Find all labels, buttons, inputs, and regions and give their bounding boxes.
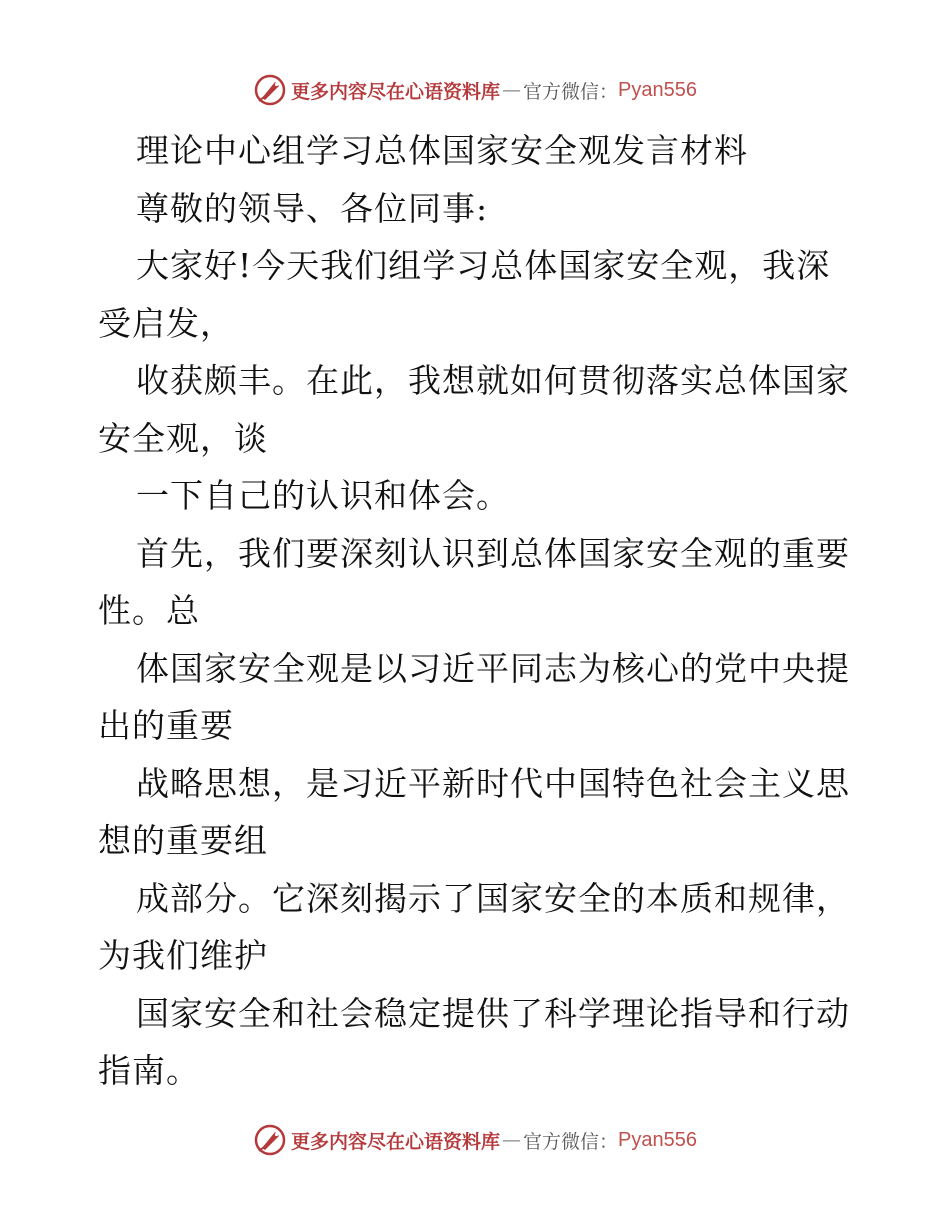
pen-nib-logo-icon xyxy=(253,73,287,107)
text-line: 国家安全和社会稳定提供了科学理论指导和行动 xyxy=(136,993,850,1033)
text-line: 想的重要组 xyxy=(98,821,268,860)
text-line: 大家好!今天我们组学习总体国家安全观，我深 xyxy=(136,246,831,285)
text-line: 战略思想，是习近平新时代中国特色社会主义思 xyxy=(136,763,850,803)
text-line: 一下自己的认识和体会。 xyxy=(136,476,510,515)
text-line: 首先，我们要深刻认识到总体国家安全观的重要 xyxy=(136,533,850,573)
banner-contact-id: Pyan556 xyxy=(618,78,697,101)
text-line: 出的重要 xyxy=(98,706,234,745)
text-line: 受启发， xyxy=(98,303,234,343)
header-banner xyxy=(0,70,950,110)
text-line: 收获颇丰。在此，我想就如何贯彻落实总体国家 xyxy=(136,361,850,400)
banner-contact-label: 官方微信： xyxy=(523,1130,619,1153)
document-body xyxy=(98,122,858,1100)
text-line: 为我们维护 xyxy=(98,936,268,975)
banner-contact-label: 官方微信： xyxy=(523,80,619,103)
banner-separator: — xyxy=(502,79,522,101)
text-line: 性。总 xyxy=(98,591,200,630)
pen-nib-logo-icon xyxy=(253,1123,287,1157)
text-line: 安全观，谈 xyxy=(98,418,268,458)
banner-contact-id: Pyan556 xyxy=(618,1128,697,1151)
banner-site-name: 更多内容尽在心语资料库 xyxy=(291,80,501,103)
banner-site-name: 更多内容尽在心语资料库 xyxy=(291,1130,501,1153)
footer-banner-content xyxy=(253,1123,697,1157)
footer-banner xyxy=(0,1120,950,1160)
text-line: 指南。 xyxy=(98,1051,200,1090)
banner-separator: — xyxy=(502,1129,522,1151)
document-title: 理论中心组学习总体国家安全观发言材料 xyxy=(136,131,748,170)
salutation: 尊敬的领导、各位同事: xyxy=(136,188,489,228)
text-line: 体国家安全观是以习近平同志为核心的党中央提 xyxy=(136,648,850,688)
header-banner-content xyxy=(253,73,697,107)
text-line: 成部分。它深刻揭示了国家安全的本质和规律， xyxy=(136,878,850,918)
